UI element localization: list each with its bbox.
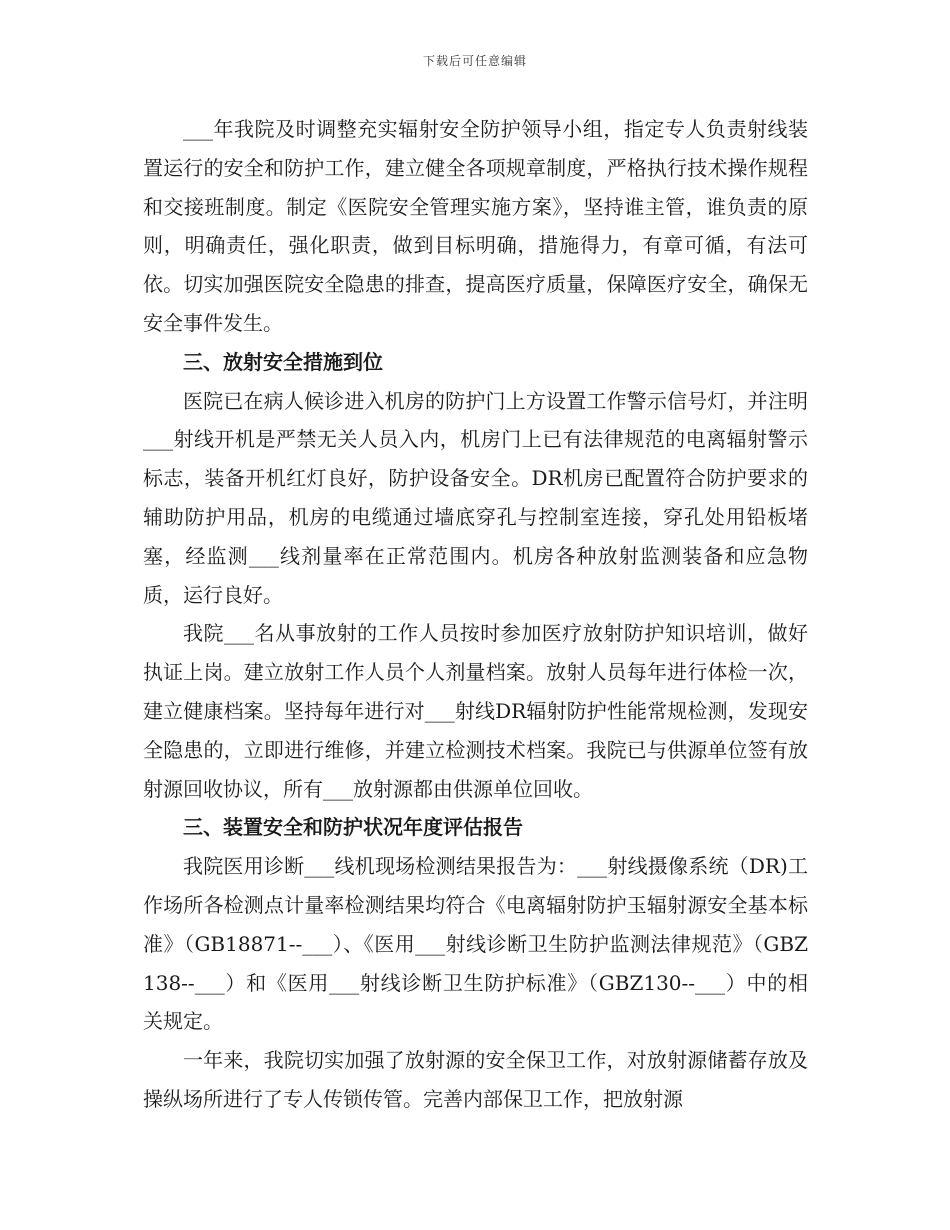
section-heading-annual-assessment: 三、装置安全和防护状况年度评估报告	[183, 815, 523, 840]
section-heading-radiation-safety: 三、放射安全措施到位	[183, 349, 383, 374]
page-header-note: 下载后可任意编辑	[422, 54, 527, 68]
paragraph-safety-leadership: ___年我院及时调整充实辐射安全防护领导小组，指定专人负责射线装置运行的安全和防护工作，建立健全各项规章制度，严格执行技术操作规程和交接班制度。制定《医院安全管理实施方案》，坚持谁主管，谁负责的原则，明确责任，强化职责，做到目标明确，措施得力，有章可循，有法可依。切实加强医院安全隐患的排查，提高医疗质量，保障医疗安全，确保无安全事件发生。	[143, 117, 808, 335]
paragraph-room-protection: 医院已在病人候诊进入机房的防护门上方设置工作警示信号灯，并注明___射线开机是严禁无关人员入内，机房门上已有法律规范的电离辐射警示标志，装备开机红灯良好，防护设备安全。DR机房已配置符合防护要求的辅助防护用品，机房的电缆通过墙底穿孔与控制室连接，穿孔处用铅板堵塞，经监测___线剂量率在正常范围内。机房各种放射监测装备和应急物质，运行良好。	[143, 388, 808, 607]
document-body	[143, 110, 808, 1119]
paragraph-staff-training: 我院___名从事放射的工作人员按时参加医疗放射防护知识培训，做好执证上岗。建立放射工作人员个人剂量档案。放射人员每年进行体检一次，建立健康档案。坚持每年进行对___射线DR辐射防护性能常规检测，发现安全隐患的，立即进行维修，并建立检测技术档案。我院已与供源单位签有放射源回收协议，所有___放射源都由供源单位回收。	[143, 621, 808, 801]
paragraph-security-work: 一年来，我院切实加强了放射源的安全保卫工作，对放射源储蓄存放及操纵场所进行了专人传锁传管。完善内部保卫工作，把放射源	[143, 1048, 808, 1111]
paragraph-detection-results: 我院医用诊断___线机现场检测结果报告为：___射线摄像系统（DR)工作场所各检测点计量率检测结果均符合《电离辐射防护玉辐射源安全基本标准》（GB18871--___）、《医用___射线诊断卫生防护监测法律规范》（GBZ138--___）和《医用___射线诊断卫生防护标准》（GBZ130--___）中的相关规定。	[143, 854, 808, 1034]
